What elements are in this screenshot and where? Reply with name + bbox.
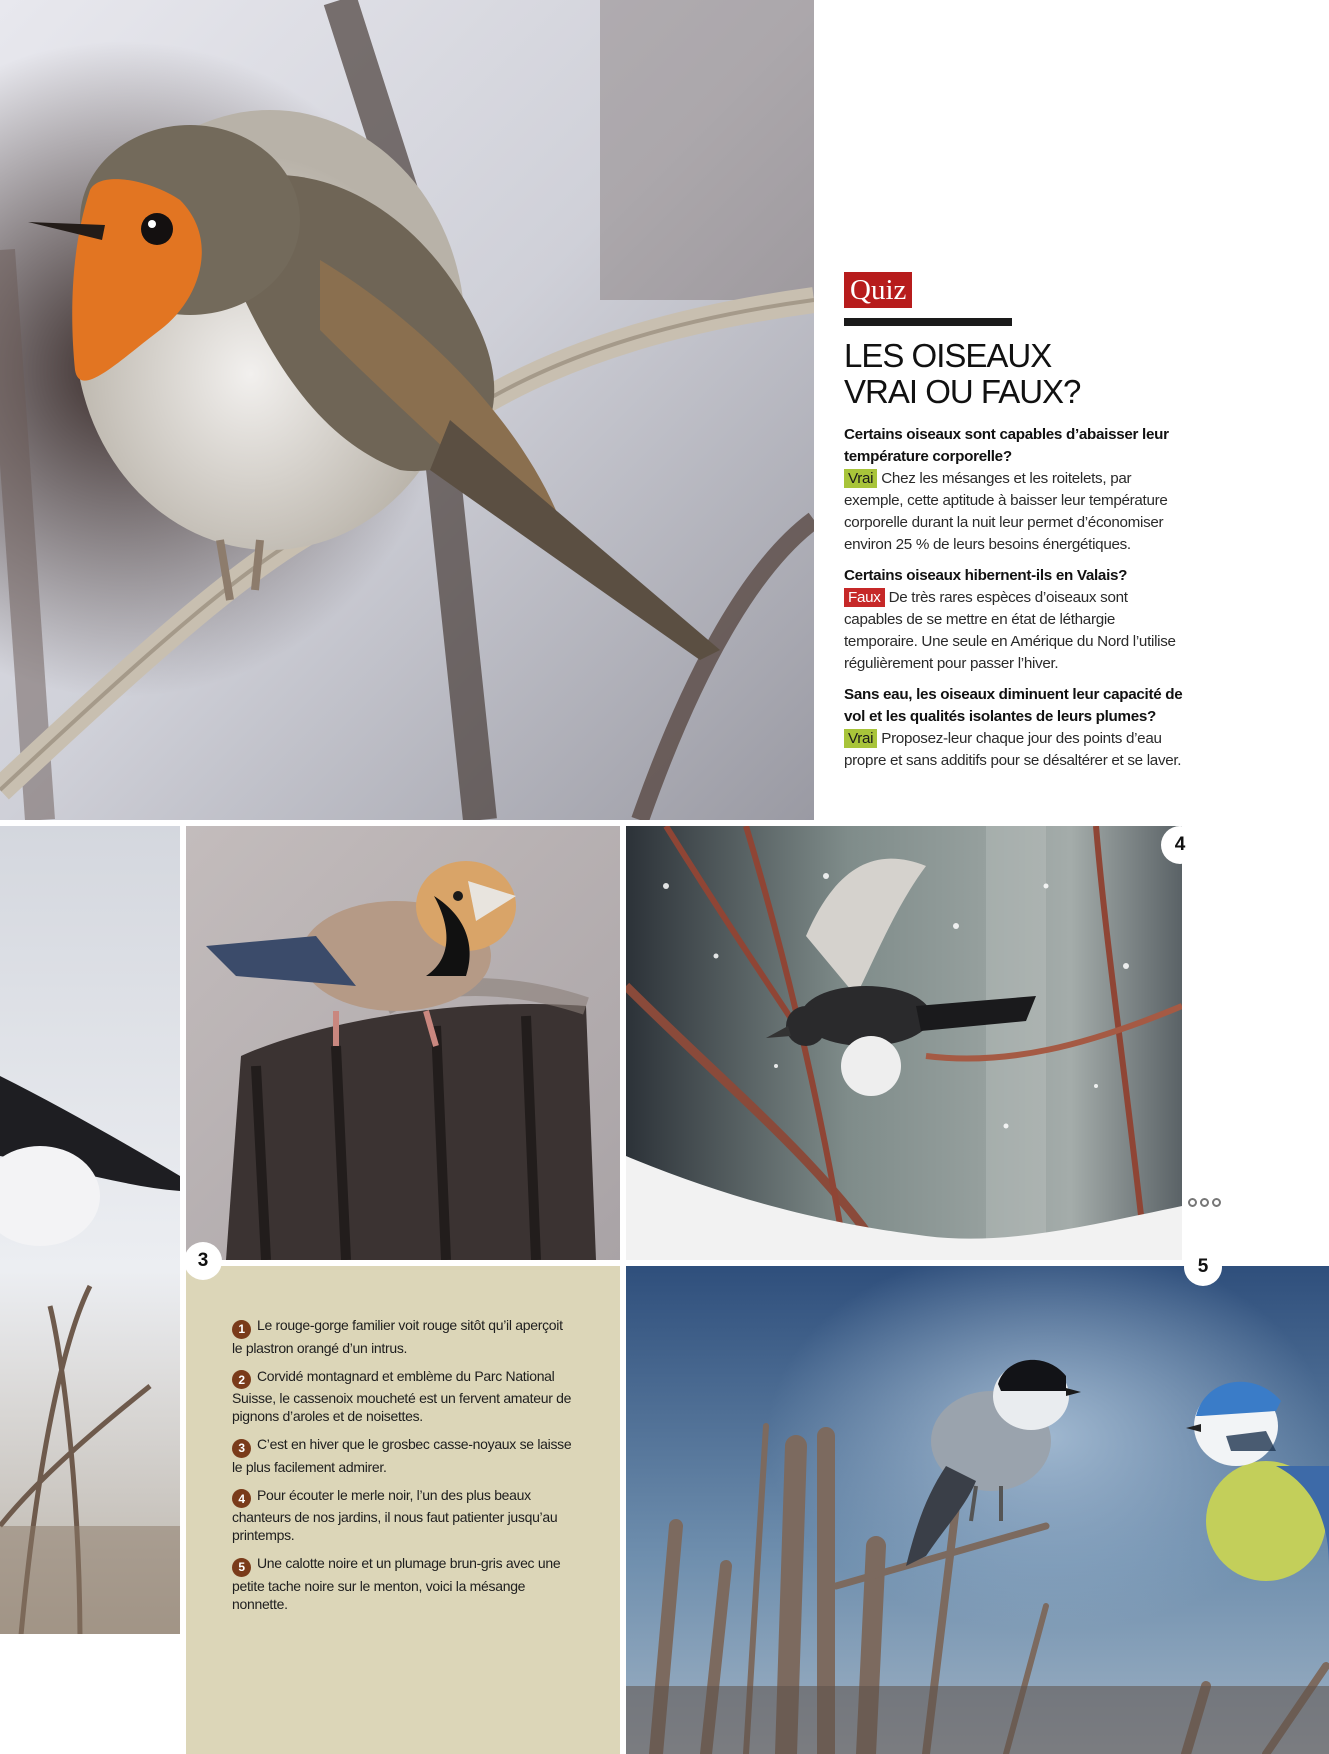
verdict-badge-faux: Faux: [844, 588, 885, 607]
quiz-tag: Quiz: [844, 272, 912, 308]
caption-text: Le rouge-gorge familier voit rouge sitôt qu’il aperçoit le plastron orangé d’un intrus.: [232, 1317, 563, 1356]
photo-captions: [232, 1316, 572, 1623]
blackbird-snow-photo: [626, 826, 1182, 1260]
caption-number: 5: [232, 1558, 251, 1577]
caption-item-4: [232, 1486, 572, 1545]
caption-number: 1: [232, 1320, 251, 1339]
more-dots-icon: [1188, 1198, 1221, 1207]
quiz-question: Sans eau, les oiseaux diminuent leur capacité de vol et les qualités isolantes de leurs plumes?: [844, 686, 1183, 725]
caption-number: 2: [232, 1370, 251, 1389]
photo-number-badge-4: 4: [1161, 826, 1199, 864]
caption-text: Pour écouter le merle noir, l’un des plus beaux chanteurs de nos jardins, il nous faut patienter jusqu’au printemps.: [232, 1486, 558, 1543]
quiz-question: Certains oiseaux hibernent-ils en Valais?: [844, 567, 1128, 584]
verdict-badge-vrai: Vrai: [844, 729, 877, 748]
quiz-title-line1: LES OISEAUX: [844, 337, 1052, 374]
tits-photo: [626, 1266, 1329, 1754]
photo-number-badge-3: 3: [184, 1242, 222, 1280]
quiz-answer: De très rares espèces d’oiseaux sont capables de se mettre en état de léthargie temporaire. Une seule en Amérique du Nord l’utilise régulièrement pour passer l’hiver.: [844, 589, 1176, 672]
caption-number: 3: [232, 1439, 251, 1458]
caption-number: 4: [232, 1489, 251, 1508]
quiz-title: [844, 338, 1184, 410]
caption-item-5: [232, 1554, 572, 1613]
quiz-answer: Proposez-leur chaque jour des points d’eau propre et sans additifs pour se désaltérer et se laver.: [844, 730, 1182, 769]
quiz-panel: [844, 272, 1184, 781]
quiz-title-line2: VRAI OU FAUX?: [844, 373, 1081, 410]
quiz-rule: [844, 318, 1012, 326]
quiz-item-1: [844, 424, 1184, 556]
caption-item-1: [232, 1316, 572, 1357]
quiz-item-3: [844, 684, 1184, 772]
caption-text: C’est en hiver que le grosbec casse-noyaux se laisse le plus facilement admirer.: [232, 1436, 572, 1475]
quiz-item-2: [844, 565, 1184, 675]
caption-item-2: [232, 1367, 572, 1426]
photo-number-badge-5: 5: [1184, 1248, 1222, 1286]
hawfinch-photo: [186, 826, 620, 1260]
quiz-answer: Chez les mésanges et les roitelets, par exemple, cette aptitude à baisser leur température corporelle durant la nuit leur permet d’économiser environ 25 % de leurs besoins énergétiques.: [844, 470, 1168, 553]
verdict-badge-vrai: Vrai: [844, 469, 877, 488]
quiz-question: Certains oiseaux sont capables d’abaisser leur température corporelle?: [844, 426, 1169, 465]
caption-item-3: [232, 1435, 572, 1476]
caption-text: Une calotte noire et un plumage brun-gris avec une petite tache noire sur le menton, voici la mésange nonnette.: [232, 1555, 561, 1612]
blackbird-crop-photo: [0, 826, 180, 1634]
caption-text: Corvidé montagnard et emblème du Parc National Suisse, le cassenoix moucheté est un fervent amateur de pignons d’aroles et de noisettes.: [232, 1367, 572, 1424]
robin-photo: [0, 0, 814, 820]
